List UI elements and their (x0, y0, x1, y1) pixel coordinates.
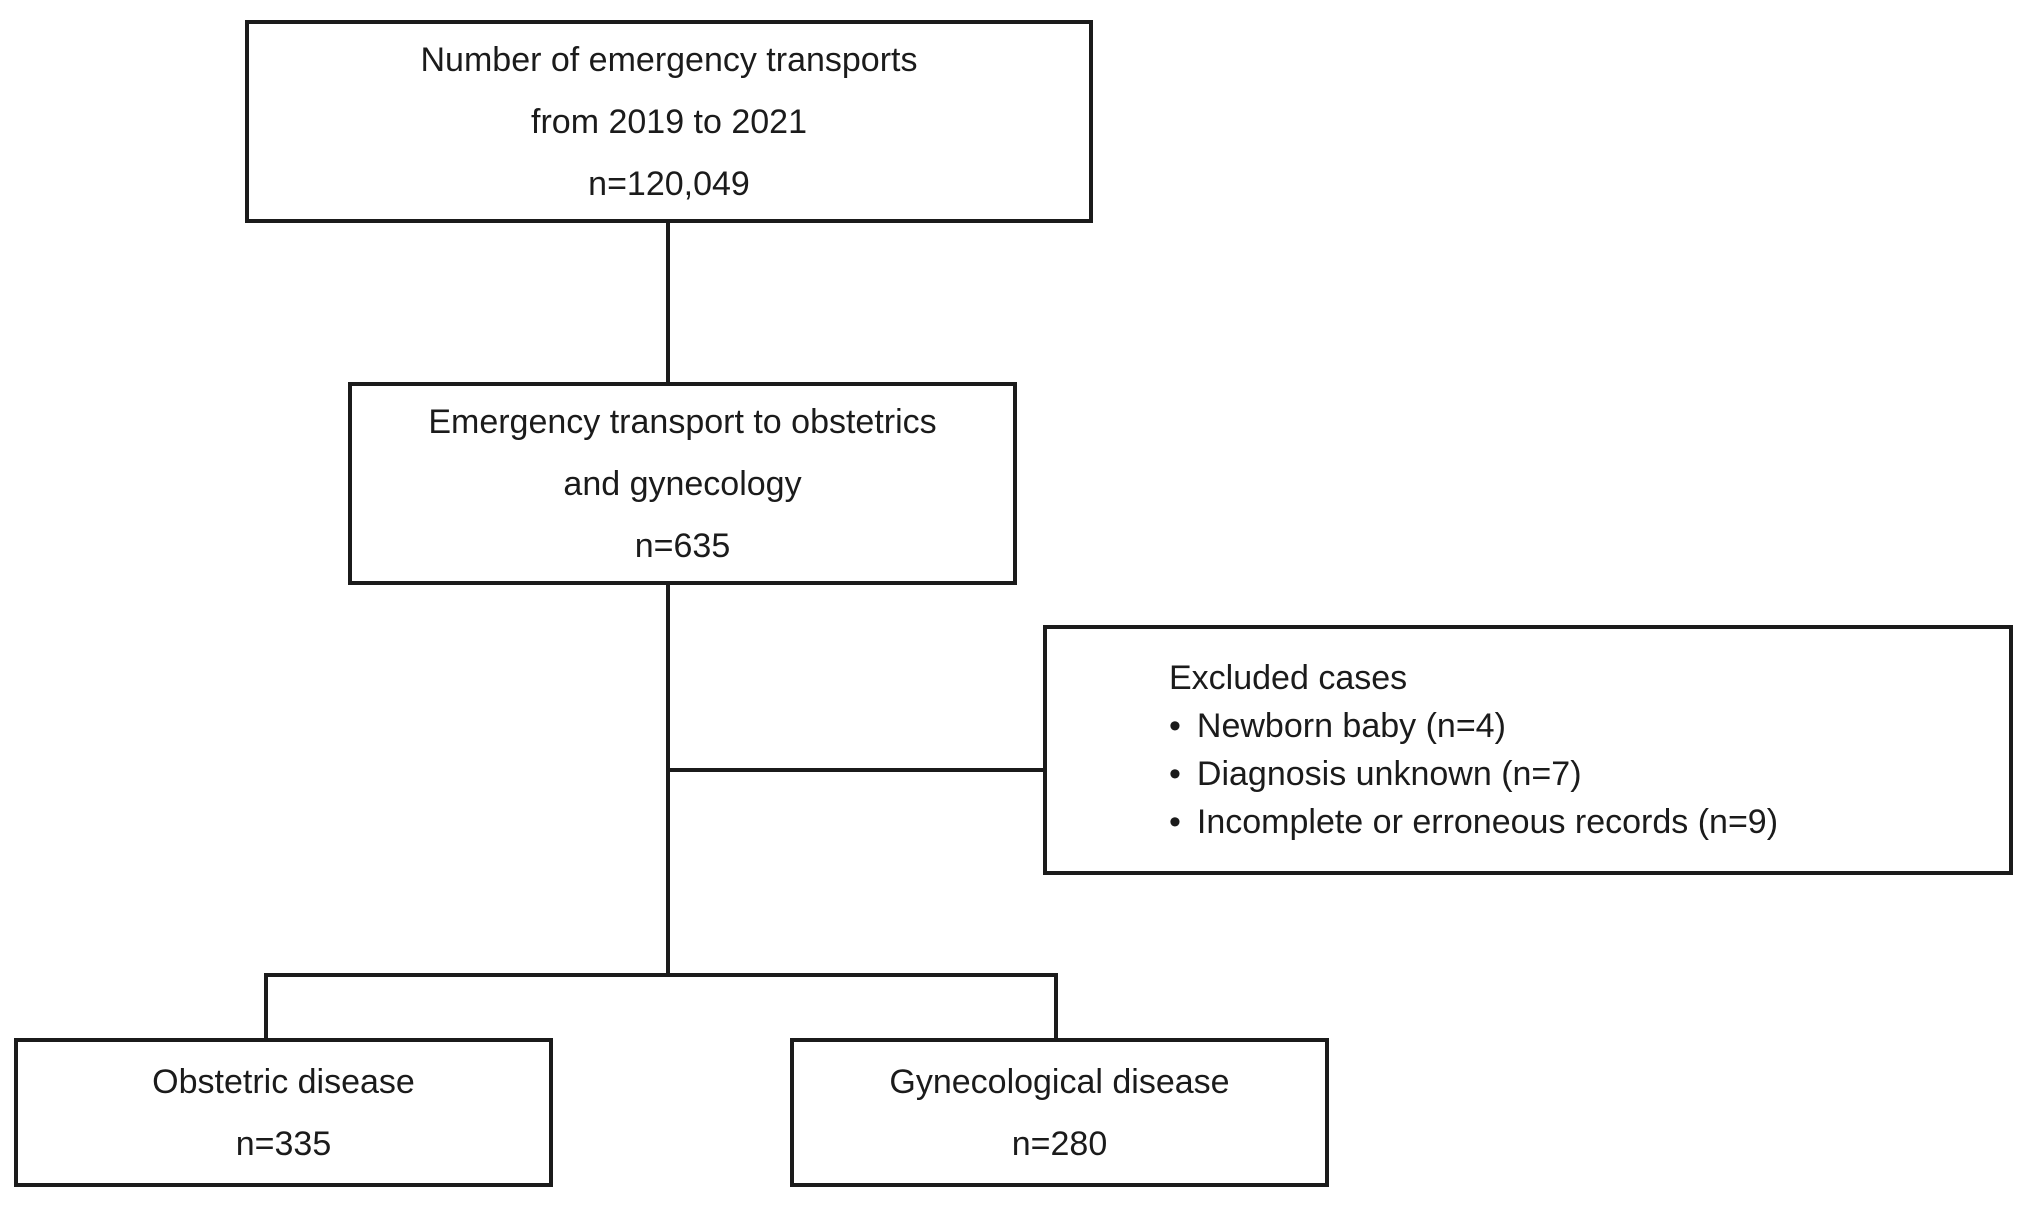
box-gynecological-disease (790, 1038, 1329, 1187)
box-total-transports (245, 20, 1093, 223)
connector-branch-horizontal (264, 973, 1058, 977)
excluded-item-newborn (1169, 702, 1506, 750)
box-obstetric-disease (14, 1038, 553, 1187)
box-obgyn-count: n=635 (634, 526, 731, 565)
box-obgyn-line-2: and gynecology (563, 464, 802, 503)
connector-drop-gynecological (1054, 973, 1058, 1038)
box-obstetric-count: n=335 (235, 1124, 332, 1163)
connector-total-to-obgyn (666, 223, 670, 382)
excluded-item-newborn-label: Newborn baby (n=4) (1196, 707, 1506, 745)
excluded-item-incomplete-label: Incomplete or erroneous records (n=9) (1196, 803, 1779, 841)
bullet-icon: • (1169, 707, 1181, 745)
box-obgyn-line-1: Emergency transport to obstetrics (428, 402, 937, 441)
bullet-icon: • (1169, 755, 1181, 793)
box-excluded-cases (1043, 625, 2013, 875)
box-obgyn-transports (348, 382, 1017, 585)
box-gynecological-label: Gynecological disease (889, 1062, 1230, 1101)
connector-drop-obstetric (264, 973, 268, 1038)
bullet-icon: • (1169, 803, 1181, 841)
connector-to-excluded (668, 768, 1043, 772)
box-obstetric-label: Obstetric disease (152, 1062, 415, 1101)
excluded-item-diagnosis-label: Diagnosis unknown (n=7) (1196, 755, 1582, 793)
box-total-line-2: from 2019 to 2021 (531, 102, 807, 141)
excluded-item-diagnosis (1169, 750, 1582, 798)
connector-obgyn-to-branch (666, 585, 670, 977)
excluded-item-incomplete (1169, 798, 1778, 846)
box-total-count: n=120,049 (588, 164, 750, 203)
excluded-title: Excluded cases (1169, 659, 1408, 697)
box-total-line-1: Number of emergency transports (420, 40, 918, 79)
box-gynecological-count: n=280 (1011, 1124, 1108, 1163)
